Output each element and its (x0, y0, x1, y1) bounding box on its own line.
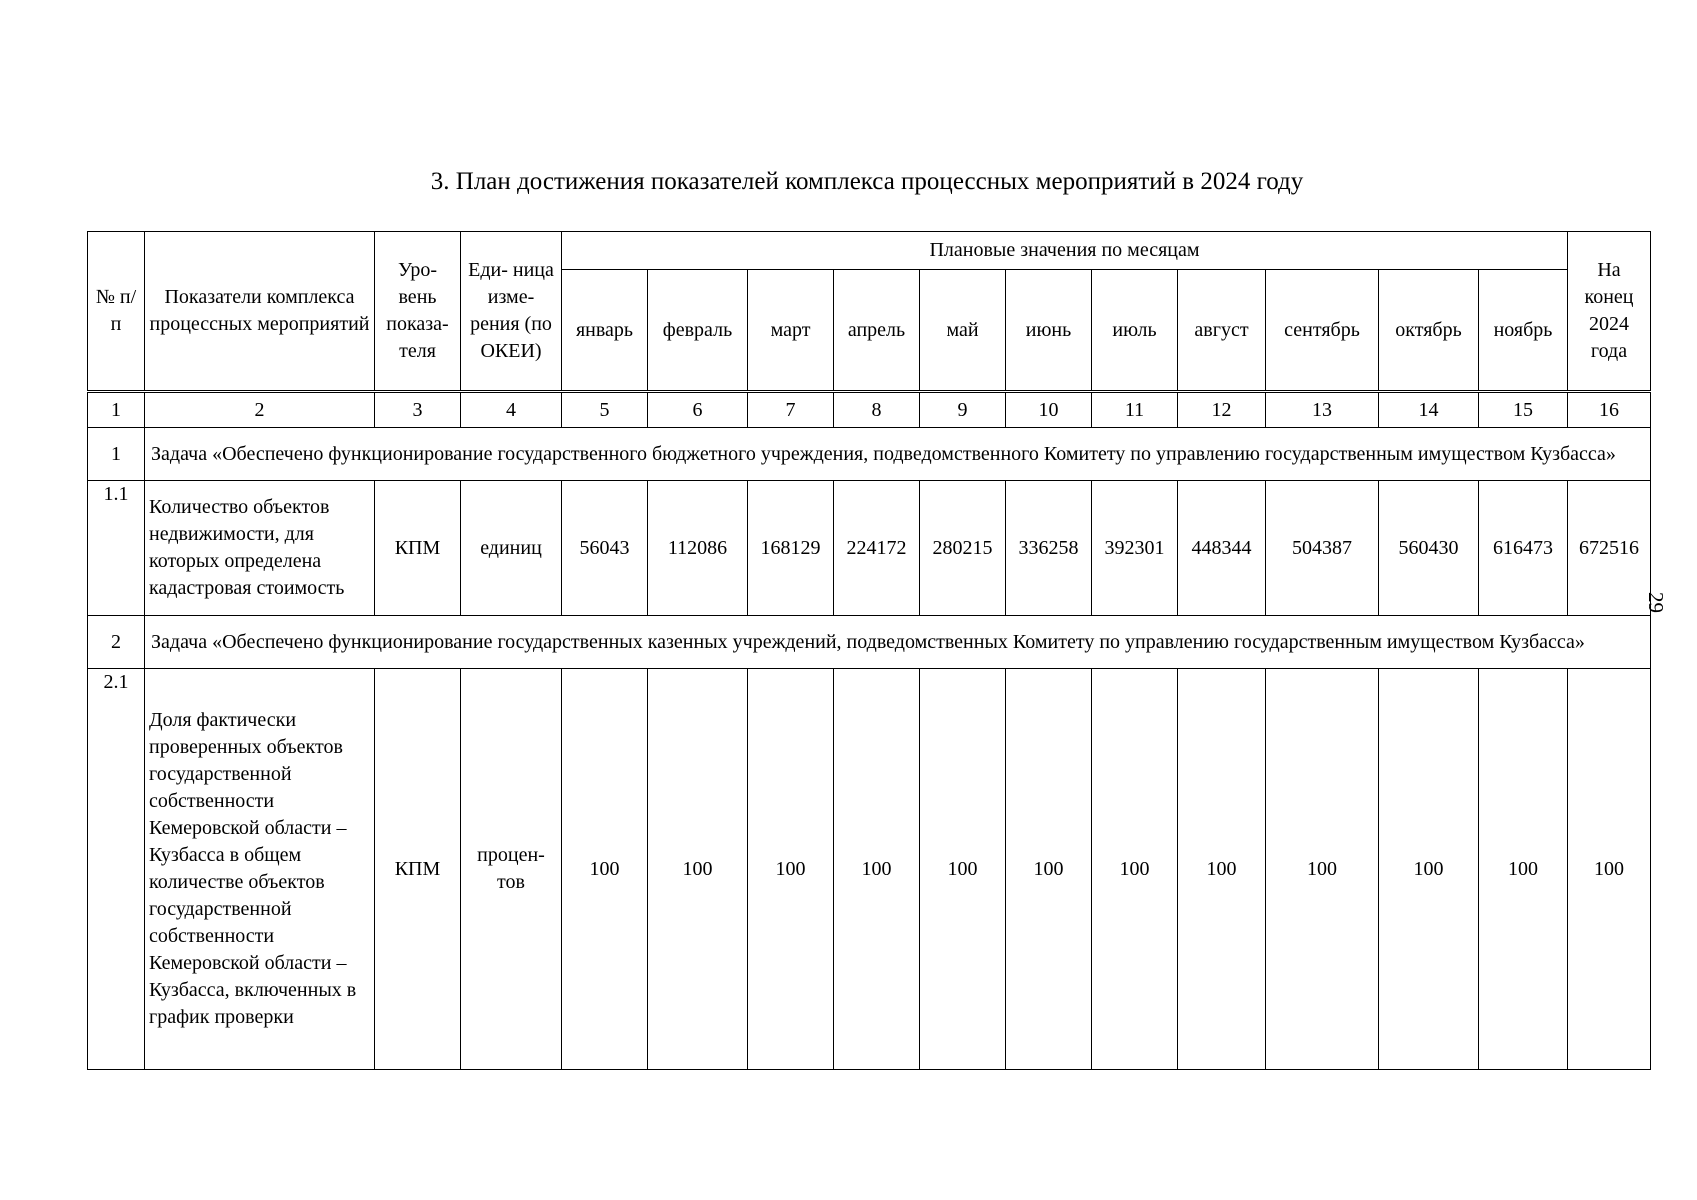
header-year-end: На конец 2024 года (1568, 232, 1651, 392)
header-month: апрель (834, 270, 920, 392)
column-number: 10 (1006, 392, 1092, 428)
value-cell: 112086 (648, 481, 748, 616)
value-cell: 280215 (920, 481, 1006, 616)
header-month: май (920, 270, 1006, 392)
value-cell: 168129 (748, 481, 834, 616)
indicator-name: Количество объектов недвижимости, для которых определена кадастровая стоимость (145, 481, 375, 616)
value-cell: 100 (648, 669, 748, 1070)
value-cell: 100 (1479, 669, 1568, 1070)
task-text: Задача «Обеспечено функционирование государственного бюджетного учреждения, подведомственного Комитету по управлению государственным имуществом Кузбасса» (145, 428, 1651, 481)
value-cell: 448344 (1178, 481, 1266, 616)
column-number: 14 (1379, 392, 1479, 428)
column-number: 3 (375, 392, 461, 428)
value-cell: 616473 (1479, 481, 1568, 616)
value-cell: 224172 (834, 481, 920, 616)
header-num: № п/п (88, 232, 145, 392)
value-cell: 100 (920, 669, 1006, 1070)
task-row (88, 616, 1651, 669)
indicator-level: КПМ (375, 669, 461, 1070)
row-num: 2 (88, 616, 145, 669)
indicators-table (87, 231, 1651, 1070)
value-cell: 100 (1178, 669, 1266, 1070)
value-cell: 100 (1006, 669, 1092, 1070)
indicator-unit: процен- тов (461, 669, 562, 1070)
value-cell: 100 (834, 669, 920, 1070)
value-cell: 392301 (1092, 481, 1178, 616)
value-cell: 560430 (1379, 481, 1479, 616)
column-number: 4 (461, 392, 562, 428)
column-number: 1 (88, 392, 145, 428)
value-cell: 100 (562, 669, 648, 1070)
column-number: 7 (748, 392, 834, 428)
page-number: 29 (1644, 592, 1668, 613)
header-month: январь (562, 270, 648, 392)
column-number: 9 (920, 392, 1006, 428)
value-cell: 504387 (1266, 481, 1379, 616)
value-cell: 100 (1379, 669, 1479, 1070)
value-cell: 100 (748, 669, 834, 1070)
value-cell: 100 (1266, 669, 1379, 1070)
value-cell: 336258 (1006, 481, 1092, 616)
column-number: 15 (1479, 392, 1568, 428)
header-month: июнь (1006, 270, 1092, 392)
task-text: Задача «Обеспечено функционирование государственных казенных учреждений, подведомственных Комитету по управлению государственным имуществом Кузбасса» (145, 616, 1651, 669)
header-month: март (748, 270, 834, 392)
column-number: 8 (834, 392, 920, 428)
header-unit: Еди- ница изме- рения (по ОКЕИ) (461, 232, 562, 392)
header-planned: Плановые значения по месяцам (562, 232, 1568, 270)
header-indicator: Показатели комплекса процессных мероприятий (145, 232, 375, 392)
column-number: 2 (145, 392, 375, 428)
indicator-name: Доля фактически проверенных объектов государственной собственности Кемеровской области – Кузбасса в общем количестве объектов государственной собственности Кемеровской области – Кузбасса, включенных в график проверки (145, 669, 375, 1070)
indicator-unit: единиц (461, 481, 562, 616)
indicator-row (88, 481, 1651, 616)
value-cell: 56043 (562, 481, 648, 616)
header-level: Уро- вень показа- теля (375, 232, 461, 392)
column-number: 12 (1178, 392, 1266, 428)
column-number: 5 (562, 392, 648, 428)
header-month: сентябрь (1266, 270, 1379, 392)
indicator-level: КПМ (375, 481, 461, 616)
header-month: октябрь (1379, 270, 1479, 392)
value-cell: 100 (1092, 669, 1178, 1070)
header-month: февраль (648, 270, 748, 392)
row-num: 1.1 (88, 481, 145, 616)
row-num: 1 (88, 428, 145, 481)
header-month: ноябрь (1479, 270, 1568, 392)
column-number: 16 (1568, 392, 1651, 428)
page-title: 3. План достижения показателей комплекса процессных мероприятий в 2024 году (430, 168, 1304, 195)
task-row (88, 428, 1651, 481)
header-month: август (1178, 270, 1266, 392)
header-month: июль (1092, 270, 1178, 392)
value-cell: 100 (1568, 669, 1651, 1070)
value-cell: 672516 (1568, 481, 1651, 616)
row-num: 2.1 (88, 669, 145, 1070)
indicator-row (88, 669, 1651, 1070)
column-number: 6 (648, 392, 748, 428)
column-number: 13 (1266, 392, 1379, 428)
column-number: 11 (1092, 392, 1178, 428)
